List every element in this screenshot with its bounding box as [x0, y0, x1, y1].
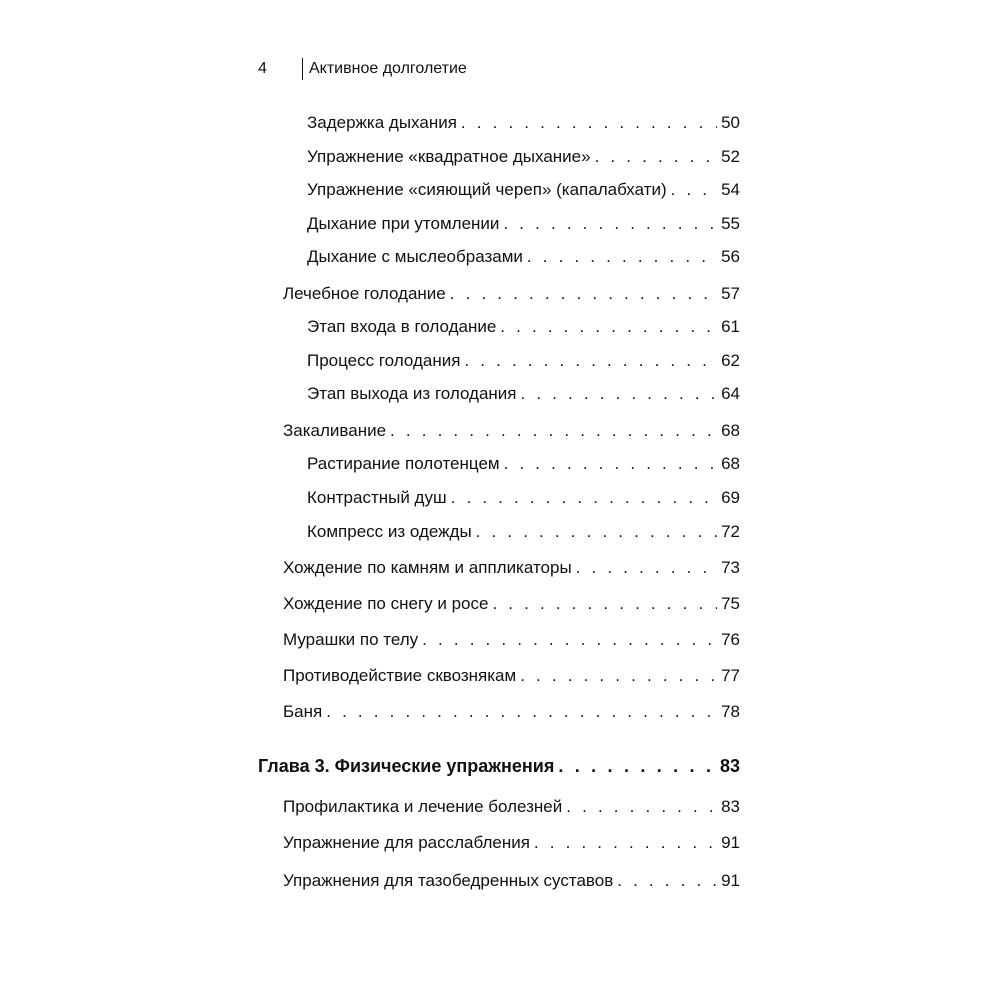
toc-entry-page: 77: [721, 666, 740, 685]
dot-leader: [671, 178, 717, 202]
toc-entry: [307, 315, 740, 339]
dot-leader: [534, 831, 717, 855]
toc-section: [283, 419, 740, 443]
toc-entry-page: 73: [721, 558, 740, 577]
toc-entry-page: 61: [721, 317, 740, 336]
toc-entry: [307, 382, 740, 406]
dot-leader: [476, 520, 717, 544]
toc-entry: [307, 111, 740, 135]
toc-entry-title: Хождение по камням и аппликаторы: [283, 558, 572, 577]
toc-entry-title: Упражнения для тазобедренных суставов: [283, 871, 614, 890]
dot-leader: [450, 282, 717, 306]
toc-entry-page: 55: [721, 214, 740, 233]
toc-entry-page: 72: [721, 522, 740, 541]
dot-leader: [558, 754, 716, 778]
toc-entry-page: 64: [721, 384, 740, 403]
dot-leader: [326, 700, 717, 724]
dot-leader: [617, 869, 717, 893]
toc-entry-page: 83: [721, 797, 740, 816]
toc-entry: [307, 178, 740, 202]
toc-entry-page: 54: [721, 180, 740, 199]
toc-entry-title: Задержка дыхания: [307, 113, 457, 132]
dot-leader: [451, 486, 717, 510]
toc-entry-page: 91: [721, 833, 740, 852]
toc-section: [283, 556, 740, 580]
dot-leader: [422, 628, 717, 652]
toc-section: [283, 831, 740, 855]
toc-entry-page: 75: [721, 594, 740, 613]
toc-entry: [307, 486, 740, 510]
toc-entry-page: 50: [721, 113, 740, 132]
toc-entry-page: 68: [721, 421, 740, 440]
toc-entry-title: Упражнение для расслабления: [283, 833, 530, 852]
toc-entry: [307, 452, 740, 476]
toc-entry-title: Этап входа в голодание: [307, 317, 497, 336]
dot-leader: [504, 452, 717, 476]
dot-leader: [566, 795, 717, 819]
dot-leader: [503, 212, 717, 236]
page-number: 4: [258, 60, 267, 77]
dot-leader: [464, 349, 717, 373]
toc-entry-title: Лечебное голодание: [283, 284, 446, 303]
toc-section: [283, 795, 740, 819]
toc-entry-page: 78: [721, 702, 740, 721]
dot-leader: [521, 382, 718, 406]
toc-section: [283, 664, 740, 688]
toc-entry-title: Этап выхода из голодания: [307, 384, 517, 403]
toc-section: [283, 869, 740, 893]
toc-entry-title: Противодействие сквознякам: [283, 666, 517, 685]
toc-entry-page: 62: [721, 351, 740, 370]
toc-entry-page: 68: [721, 454, 740, 473]
toc-entry-title: Профилактика и лечение болезней: [283, 797, 563, 816]
dot-leader: [520, 664, 717, 688]
toc-chapter-page: 83: [719, 756, 740, 776]
dot-leader: [461, 111, 717, 135]
toc-entry-title: Мурашки по телу: [283, 630, 419, 649]
toc-entry-title: Дыхание с мыслеобразами: [307, 247, 523, 266]
toc-entry: [307, 145, 740, 169]
toc-entry: [307, 520, 740, 544]
toc-entry-page: 52: [721, 147, 740, 166]
toc-entry-title: Хождение по снегу и росе: [283, 594, 489, 613]
toc-entry: [307, 349, 740, 373]
toc-entry-title: Дыхание при утомлении: [307, 214, 500, 233]
dot-leader: [595, 145, 718, 169]
toc-entry-title: Баня: [283, 702, 323, 721]
toc-entry-page: 91: [721, 871, 740, 890]
toc-chapter: [258, 754, 740, 778]
toc-entry-title: Упражнение «квадратное дыхание»: [307, 147, 591, 166]
dot-leader: [492, 592, 717, 616]
dot-leader: [527, 245, 717, 269]
toc-entry: [307, 245, 740, 269]
toc-entry-title: Упражнение «сияющий череп» (капалабхати): [307, 180, 667, 199]
toc-entry-title: Контрастный душ: [307, 488, 447, 507]
toc-entry-title: Компресс из одежды: [307, 522, 472, 541]
dot-leader: [500, 315, 717, 339]
toc-section: [283, 628, 740, 652]
toc-section: [283, 592, 740, 616]
toc-entry-title: Процесс голодания: [307, 351, 461, 370]
toc-entry: [307, 212, 740, 236]
toc-entry-page: 57: [721, 284, 740, 303]
toc-section: [283, 282, 740, 306]
dot-leader: [390, 419, 717, 443]
toc-entry-page: 56: [721, 247, 740, 266]
running-title: Активное долголетие: [309, 60, 467, 77]
toc-section: [283, 700, 740, 724]
dot-leader: [576, 556, 717, 580]
toc-entry-title: Закаливание: [283, 421, 387, 440]
toc-entry-page: 69: [721, 488, 740, 507]
toc-entry-page: 76: [721, 630, 740, 649]
toc-entry-title: Растирание полотенцем: [307, 454, 500, 473]
toc-chapter-title: Глава 3. Физические упражнения: [258, 756, 555, 776]
